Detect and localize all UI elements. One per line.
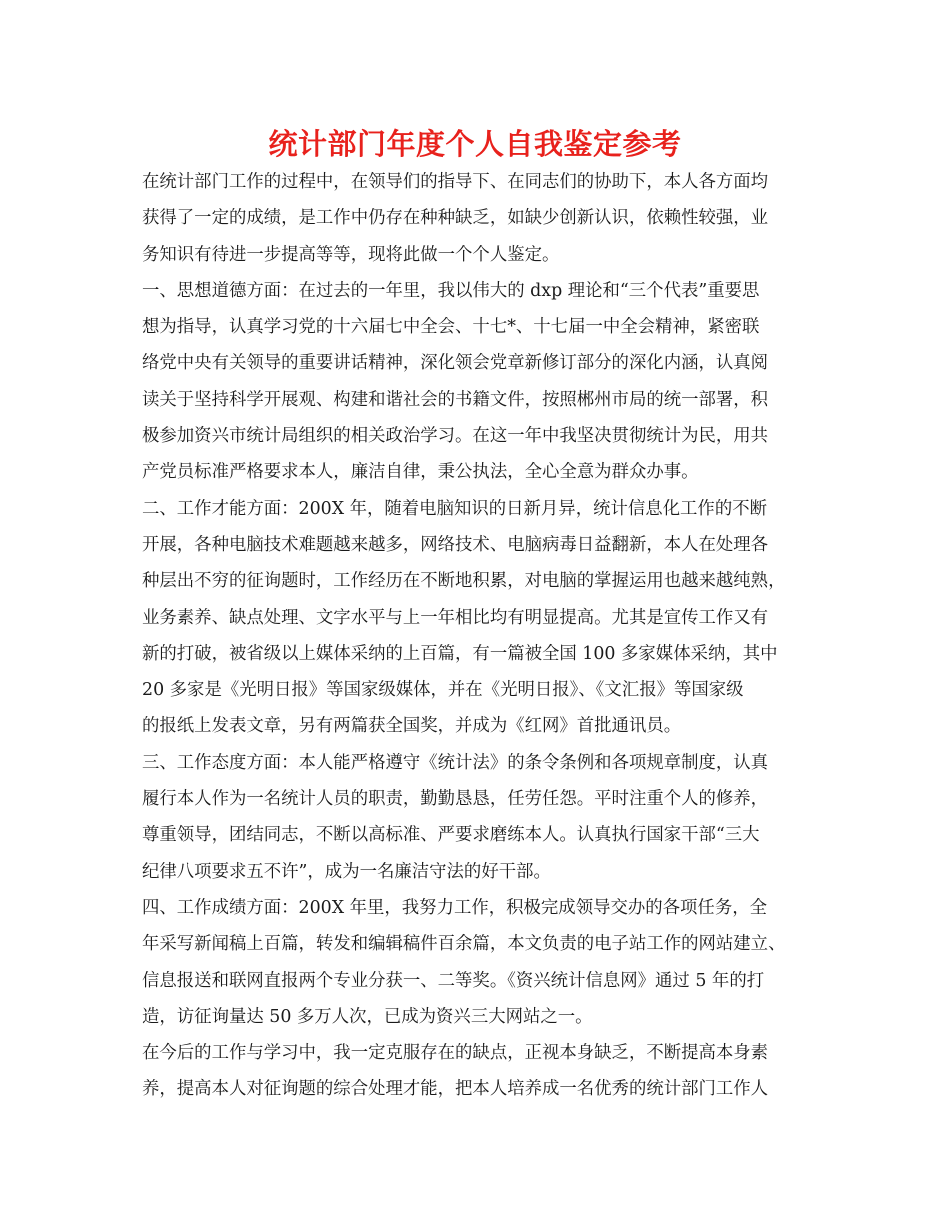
body-line: 养，提高本人对征询题的综合处理才能，把本人培养成一名优秀的统计部门工作人 <box>142 1079 769 1100</box>
body-line: 产党员标准严格要求本人，廉洁自律，秉公执法，全心全意为群众办事。 <box>142 462 699 483</box>
body-line: 履行本人作为一名统计人员的职责，勤勤恳恳，任劳任怨。平时注重个人的修养， <box>142 789 769 810</box>
body-line: 在统计部门工作的过程中，在领导们的指导下、在同志们的协助下，本人各方面均 <box>142 172 769 192</box>
body-line: 四、工作成绩方面：200X 年里，我努力工作，积极完成领导交办的各项任务，全 <box>142 897 767 918</box>
body-line: 业务素养、缺点处理、文字水平与上一年相比均有明显提高。尤其是宣传工作又有 <box>142 607 769 628</box>
body-line: 信息报送和联网直报两个专业分获一、二等奖。《资兴统计信息网》通过 5 年的打 <box>142 970 765 991</box>
body-line: 务知识有待进一步提高等等，现将此做一个个人鉴定。 <box>142 244 560 265</box>
body-line: 造，访征询量达 50 多万人次，已成为资兴三大网站之一。 <box>142 1006 593 1027</box>
body-line: 纪律八项要求五不许”，成为一名廉洁守法的好干部。 <box>142 861 551 882</box>
body-line: 尊重领导，团结同志，不断以高标准、严要求磨练本人。认真执行国家干部“三大 <box>142 825 760 846</box>
body-line: 一、思想道德方面：在过去的一年里，我以伟大的 dxp 理论和“三个代表”重要思 <box>142 280 760 301</box>
body-line: 想为指导，认真学习党的十六届七中全会、十七*、十七届一中全会精神，紧密联 <box>142 317 760 338</box>
body-line: 极参加资兴市统计局组织的相关政治学习。在这一年中我坚决贯彻统计为民，用共 <box>142 426 769 447</box>
body-line: 读关于坚持科学开展观、构建和谐社会的书籍文件，按照郴州市局的统一部署，积 <box>142 389 769 410</box>
body-line: 20 多家是《光明日报》等国家级媒体，并在《光明日报》、《文汇报》等国家级 <box>142 680 744 701</box>
body-line: 在今后的工作与学习中，我一定克服存在的缺点，正视本身缺乏，不断提高本身素 <box>142 1043 769 1064</box>
body-line: 二、工作才能方面：200X 年，随着电脑知识的日新月异，统计信息化工作的不断 <box>142 498 767 519</box>
body-line: 种层出不穷的征询题时，工作经历在不断地积累，对电脑的掌握运用也越来越纯熟， <box>142 571 786 592</box>
document-title: 统计部门年度个人自我鉴定参考 <box>268 127 682 161</box>
body-line: 年采写新闻稿上百篇，转发和编辑稿件百余篇，本文负责的电子站工作的网站建立、 <box>142 934 786 955</box>
body-line: 的报纸上发表文章，另有两篇获全国奖，并成为《红网》首批通讯员。 <box>142 716 682 737</box>
document-body <box>142 164 828 1108</box>
body-line: 新的打破，被省级以上媒体采纳的上百篇，有一篇被全国 100 多家媒体采纳，其中 <box>142 643 778 664</box>
body-line: 获得了一定的成绩，是工作中仍存在种种缺乏，如缺少创新认识，依赖性较强，业 <box>142 208 769 229</box>
body-line: 三、工作态度方面：本人能严格遵守《统计法》的条令条例和各项规章制度，认真 <box>142 752 769 773</box>
body-line: 开展，各种电脑技术难题越来越多，网络技术、电脑病毒日益翻新，本人在处理各 <box>142 534 769 555</box>
body-line: 络党中央有关领导的重要讲话精神，深化领会党章新修订部分的深化内涵，认真阅 <box>142 353 769 374</box>
